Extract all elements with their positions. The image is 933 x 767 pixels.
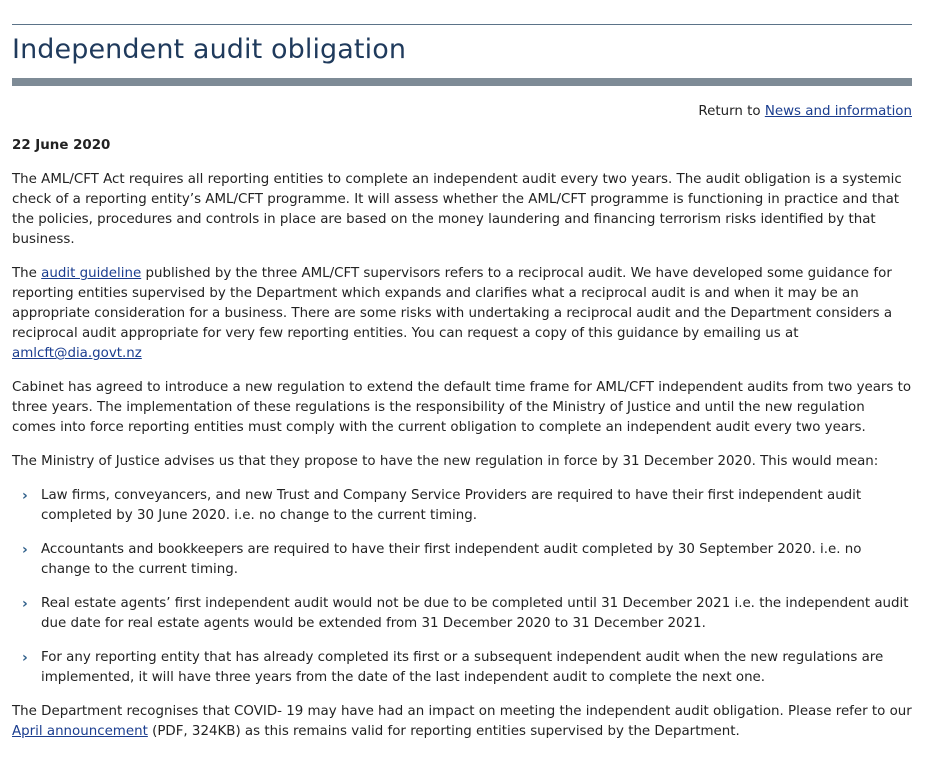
return-link-row: [12, 102, 912, 122]
list-item: [12, 486, 912, 526]
list-item-text: Real estate agents’ first independent audit would not be due to be completed until 31 December 2021 i.e. the independent audit due date for real estate agents would be extended from 31 December 2020 to 31 December 2021.: [41, 596, 909, 631]
para5-before: The Department recognises that COVID- 19 may have had an impact on meeting the independent audit obligation. Please refer to our: [12, 704, 912, 719]
chevron-right-icon: ›: [22, 542, 28, 558]
list-item-text: For any reporting entity that has already completed its first or a subsequent independent audit when the new regulations are implemented, it will have three years from the date of the last independent audit to complete the next one.: [41, 650, 884, 685]
list-item: [12, 540, 912, 580]
list-item: [12, 594, 912, 634]
paragraph-ministry-advice: The Ministry of Justice advises us that they propose to have the new regulation in force by 31 December 2020. This would mean:: [12, 454, 879, 469]
list-item: [12, 648, 912, 688]
return-prefix: Return to: [698, 104, 765, 119]
chevron-right-icon: ›: [22, 596, 28, 612]
list-item-text: Law firms, conveyancers, and new Trust and Company Service Providers are required to have their first independent audit completed by 30 June 2020. i.e. no change to the current timing.: [41, 488, 862, 523]
email-link[interactable]: amlcft@dia.govt.nz: [12, 346, 142, 361]
timing-list: [12, 486, 912, 688]
news-and-information-link[interactable]: News and information: [764, 104, 912, 119]
chevron-right-icon: ›: [22, 650, 28, 666]
list-item-text: Accountants and bookkeepers are required to have their first independent audit completed by 30 September 2020. i.e. no change to the current timing.: [41, 542, 862, 577]
para5-after: (PDF, 324KB) as this remains valid for reporting entities supervised by the Department.: [147, 724, 740, 739]
publish-date: 22 June 2020: [12, 138, 111, 153]
chevron-right-icon: ›: [22, 488, 28, 504]
paragraph-covid-note: [12, 702, 912, 742]
april-announcement-link[interactable]: April announcement: [12, 724, 148, 739]
paragraph-act-requirements: The AML/CFT Act requires all reporting entities to complete an independent audit every two years. The audit obligation is a systemic check of a reporting entity’s AML/CFT programme. It will assess whether the AML/CFT programme is functioning in practice and that the policies, procedures and controls in place are based on the money laundering and financing terrorism risks identified by that business.: [12, 172, 902, 247]
paragraph-reciprocal-audit: [12, 264, 912, 364]
page-title: Independent audit obligation: [12, 34, 407, 65]
para2-before: The: [12, 266, 42, 281]
para2-middle: published by the three AML/CFT supervisors refers to a reciprocal audit. We have developed some guidance for reporting entities supervised by the Department which expands and clarifies what a reciprocal audit is and when it may be an appropriate consideration for a business. There are some risks with undertaking a reciprocal audit and the Department considers a reciprocal audit appropriate for very few reporting entities. You can request a copy of this guidance by emailing us at: [12, 266, 893, 341]
audit-guideline-link[interactable]: audit guideline: [41, 266, 142, 281]
title-underline-bar: [12, 78, 912, 86]
paragraph-cabinet-regulation: Cabinet has agreed to introduce a new regulation to extend the default time frame for AML/CFT independent audits from two years to three years. The implementation of these regulations is the responsibility of the Ministry of Justice and until the new regulation comes into force reporting entities must comply with the current obligation to complete an independent audit every two years.: [12, 380, 912, 435]
top-divider: [12, 24, 912, 25]
page: [12, 24, 912, 742]
